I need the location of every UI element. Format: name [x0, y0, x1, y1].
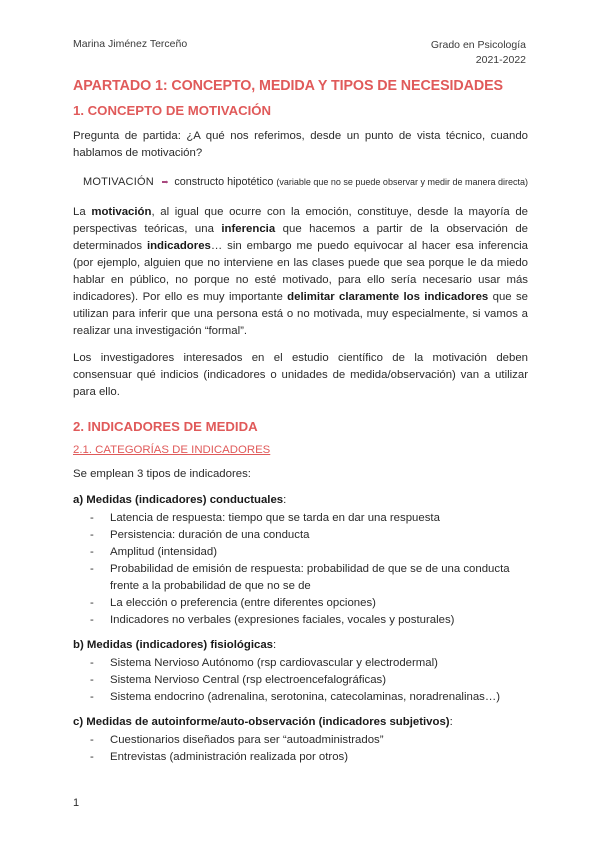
colon: :	[449, 716, 453, 728]
list-item: - Latencia de respuesta: tiempo que se tarda en dar una respuesta	[73, 510, 528, 527]
colon: :	[283, 494, 287, 506]
list-item: - Cuestionarios diseñados para ser “autoadministrados”	[73, 732, 528, 749]
colon: :	[273, 639, 277, 651]
motivation-diagram	[83, 172, 528, 192]
category-title	[73, 492, 528, 509]
text-run: La	[73, 206, 92, 218]
section2-intro: Se emplean 3 tipos de indicadores:	[73, 468, 251, 480]
page-number: 1	[73, 797, 80, 809]
list-item: - La elección o preferencia (entre diferentes opciones)	[73, 595, 528, 612]
page-content	[73, 78, 528, 774]
text-run: , al igual que ocurre con la emoción, constituye, desde la mayoría de perspectivas teóricas, una	[73, 206, 529, 235]
category-c	[73, 714, 528, 766]
category-list	[73, 732, 528, 766]
list-item: - Amplitud (intensidad)	[73, 544, 528, 561]
list-item: - Sistema Nervioso Autónomo (rsp cardiovascular y electrodermal)	[73, 655, 528, 672]
category-b	[73, 637, 528, 706]
list-item: - Sistema endocrino (adrenalina, serotonina, catecolaminas, noradrenalinas…)	[73, 689, 528, 706]
category-list	[73, 510, 528, 629]
category-title	[73, 714, 528, 731]
bold-term: delimitar claramente los indicadores	[287, 291, 489, 303]
section1-question: Pregunta de partida: ¿A qué nos referimos, desde un punto de vista técnico, cuando hablamos de motivación?	[73, 130, 528, 159]
bold-term: motivación	[91, 206, 152, 218]
category-title-text: b) Medidas (indicadores) fisiológicas	[73, 639, 274, 651]
list-item: - Sistema Nervioso Central (rsp electroencefalográficas)	[73, 672, 528, 689]
diagram-label: MOTIVACIÓN	[83, 176, 154, 188]
list-item: - Entrevistas (administración realizada por otros)	[73, 749, 528, 766]
header-degree: Grado en Psicología	[430, 39, 526, 51]
category-title-text: c) Medidas de autoinforme/auto-observación (indicadores subjetivos)	[73, 716, 450, 728]
bold-term: inferencia	[221, 223, 276, 235]
bold-term: indicadores	[146, 240, 211, 252]
header-year: 2021-2022	[475, 54, 526, 66]
section1-title: 1. CONCEPTO DE MOTIVACIÓN	[73, 103, 272, 118]
section2-subtitle: 2.1. CATEGORÍAS DE INDICADORES	[73, 444, 271, 456]
main-title: APARTADO 1: CONCEPTO, MEDIDA Y TIPOS DE NECESIDADES	[73, 78, 503, 94]
category-title	[73, 637, 528, 654]
diagram-term	[174, 176, 528, 188]
list-item: - Probabilidad de emisión de respuesta: probabilidad de que se de una conducta frente a la probabilidad de que no se de	[73, 561, 528, 595]
list-item: - Persistencia: duración de una conducta	[73, 527, 528, 544]
text-run: que hacemos a partir de la observación de determinados	[73, 223, 528, 252]
header-course	[431, 38, 526, 68]
header-author: Marina Jiménez Terceño	[73, 38, 188, 50]
diagram-note: (variable que no se puede observar y medir de manera directa)	[276, 177, 528, 187]
category-a	[73, 492, 528, 629]
category-list	[73, 655, 528, 706]
diagram-term-text: constructo hipotético	[174, 176, 274, 188]
text-run: que se utilizan para inferir que una persona está o no motivada, muy especialmente, si vamos a realizar una investigación “formal”.	[73, 291, 528, 337]
section1-paragraph-2: Los investigadores interesados en el estudio científico de la motivación deben consensuar qué indicios (indicadores o unidades de medida/observación) van a utilizar para ello.	[73, 352, 528, 398]
list-item: - Indicadores no verbales (expresiones faciales, vocales y posturales)	[73, 612, 528, 629]
section2-title: 2. INDICADORES DE MEDIDA	[73, 419, 258, 434]
text-run: … sin embargo me puedo equivocar al hacer esa inferencia (por ejemplo, alguien que no interviene en las clases puede que sea porque le da miedo hablar en público, no porque no esté motivado, para ello sería necesario usar más indicadores). Por ello es muy importante	[73, 240, 529, 303]
right-arrow-icon	[162, 174, 168, 190]
section1-paragraph-1	[73, 204, 528, 340]
category-title-text: a) Medidas (indicadores) conductuales	[73, 494, 284, 506]
